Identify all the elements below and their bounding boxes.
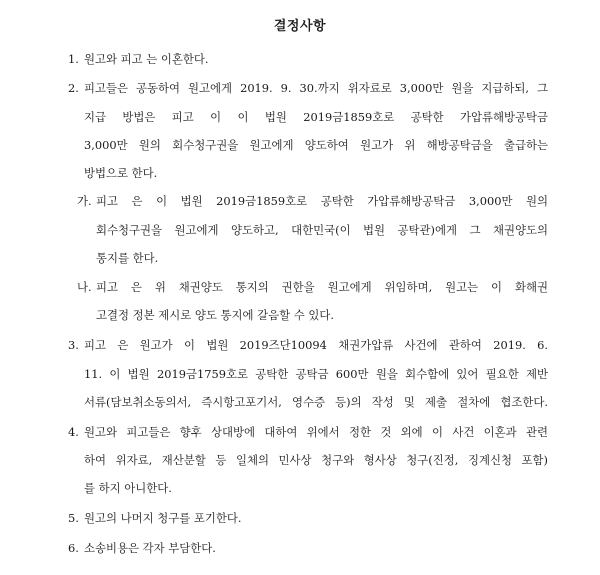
item-3-line-2: 11. 이 법원 2019금1759호로 공탁한 공탁금 600만 원을 회수함에 있어 필요한 제반 [84,367,548,381]
item-2-number: 2. [68,81,79,95]
item-2-line-2: 지급 방법은 피고 이 이 법원 2019금1859호로 공탁한 가압류해방공탁금 [84,110,548,124]
item-na-line-1: 피고 은 위 채권양도 통지의 권한을 원고에게 위임하며, 원고는 이 화해권 [96,280,548,294]
item-4-line-1: 원고와 피고들은 향후 상대방에 대하여 위에서 정한 것 외에 이 사건 이혼과 관련 [84,425,548,439]
item-2-line-1: 피고들은 공동하여 원고에게 2019. 9. 30.까지 위자료로 3,000만 원을 지급하되, 그 [84,81,548,95]
item-2-line-3: 3,000만 원의 회수청구권을 원고에게 양도하여 원고가 위 해방공탁금을 출급하는 [84,138,548,152]
item-1-line-1: 원고와 피고 는 이혼한다. [84,52,209,66]
item-2-line-4: 방법으로 한다. [84,166,158,180]
item-4-line-3: 를 하지 아니한다. [84,481,172,495]
item-na-number: 나. [77,280,92,294]
item-3-line-3: 서류(담보취소동의서, 즉시항고포기서, 영수증 등)의 작성 및 제출 절차에 협조한다. [84,395,548,409]
item-na-line-2: 고결정 정본 제시로 양도 통지에 갈음할 수 있다. [96,308,335,322]
item-3-number: 3. [68,338,79,352]
item-5-line-1: 원고의 나머지 청구를 포기한다. [84,511,242,525]
item-ga-line-1: 피고 은 이 법원 2019금1859호로 공탁한 가압류해방공탁금 3,000만 원의 [96,194,548,208]
item-6-number: 6. [68,541,79,555]
item-ga-line-2: 회수청구권을 원고에게 양도하고, 대한민국(이 법원 공탁관)에게 그 채권양도의 [96,223,548,237]
item-6-line-1: 소송비용은 각자 부담한다. [84,541,216,555]
item-ga-line-3: 통지를 한다. [96,251,159,265]
item-ga-number: 가. [77,194,92,208]
item-4-number: 4. [68,425,79,439]
document-title: 결정사항 [273,19,327,34]
item-4-line-2: 하여 위자료, 재산분할 등 일체의 민사상 청구와 형사상 청구(진정, 징계신청 포함) [84,453,548,467]
item-1-number: 1. [68,52,79,66]
item-5-number: 5. [68,511,79,525]
item-3-line-1: 피고 은 원고가 이 법원 2019즈단10094 채권가압류 사건에 관하여 2019. 6. [84,338,548,352]
